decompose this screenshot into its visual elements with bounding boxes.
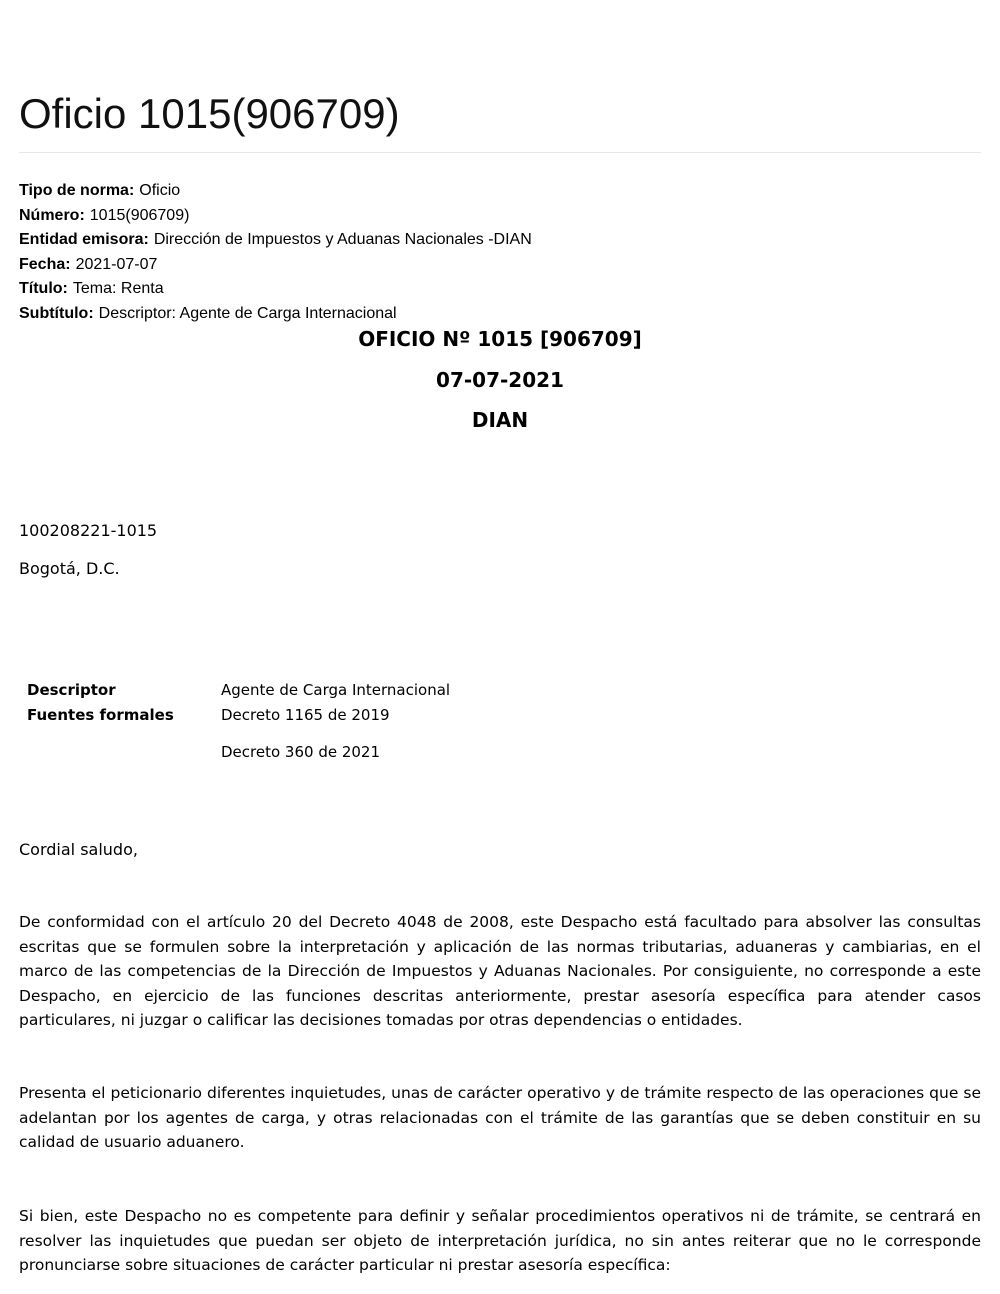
city-line: Bogotá, D.C. [19,559,120,578]
radicado-number: 100208221-1015 [19,521,158,540]
oficio-date-heading: 07-07-2021 [436,368,564,392]
meta-fecha [19,253,981,278]
body-paragraph: Presenta el peticionario diferentes inquietudes, unas de carácter operativo y de trámite respecto de las operaciones que se adelantan por los agentes de carga, y otras relacionadas con el trámite de las garantías que se deben constituir en su calidad de usuario aduanero. [19,1084,981,1151]
fuente-item: Decreto 360 de 2021 [221,743,381,761]
descriptor-value: Agente de Carga Internacional [221,681,451,699]
oficio-heading: OFICIO Nº 1015 [906709] [358,327,642,351]
meta-value: Oficio [139,182,181,199]
meta-label: Fecha: [19,255,71,273]
meta-value: 2021-07-07 [75,255,158,273]
meta-titulo [19,277,981,302]
meta-value: Tema: Renta [72,280,164,297]
meta-tipo-norma [19,179,981,204]
greeting: Cordial saludo, [19,840,138,859]
meta-entidad-emisora [19,228,981,253]
meta-label: Número: [19,206,85,224]
body-paragraph: De conformidad con el artículo 20 del Decreto 4048 de 2008, este Despacho está facultado para absolver las consultas escritas que se formulen sobre la interpretación y aplicación de las normas tributarias, aduaneras y cambiarias, en el marco de las competencias de la Dirección de Impuestos y Aduanas Nacionales. Por consiguiente, no corresponde a este Despacho, en ejercicio de las funciones descritas anteriormente, prestar asesoría específica para atender casos particulares, ni juzgar o calificar las decisiones tomadas por otras dependencias o entidades. [19,913,981,1029]
meta-numero [19,204,981,229]
meta-label: Entidad emisora: [19,231,149,248]
title-divider [19,152,981,153]
meta-value: 1015(906709) [89,206,190,224]
body-paragraph: Si bien, este Despacho no es competente para definir y señalar procedimientos operativos ni de trámite, se centrará en resolver las inquietudes que puedan ser objeto de interpretación jurídica, no sin antes reiterar que no le corresponde pronunciarse sobre situaciones de carácter particular ni prestar asesoría específica: [19,1207,981,1274]
oficio-entity-heading: DIAN [471,408,529,432]
descriptor-label: Descriptor [27,681,116,699]
page-title: Oficio 1015(906709) [19,90,400,137]
metadata-block [19,179,981,326]
meta-label: Título: [19,280,68,297]
meta-subtitulo [19,302,981,327]
meta-value: Dirección de Impuestos y Aduanas Nacionales -DIAN [153,231,532,248]
fuentes-label: Fuentes formales [27,706,174,724]
fuente-item: Decreto 1165 de 2019 [221,706,390,724]
meta-label: Tipo de norma: [19,182,135,199]
meta-label: Subtítulo: [19,304,94,322]
meta-value: Descriptor: Agente de Carga Internacional [98,304,397,322]
